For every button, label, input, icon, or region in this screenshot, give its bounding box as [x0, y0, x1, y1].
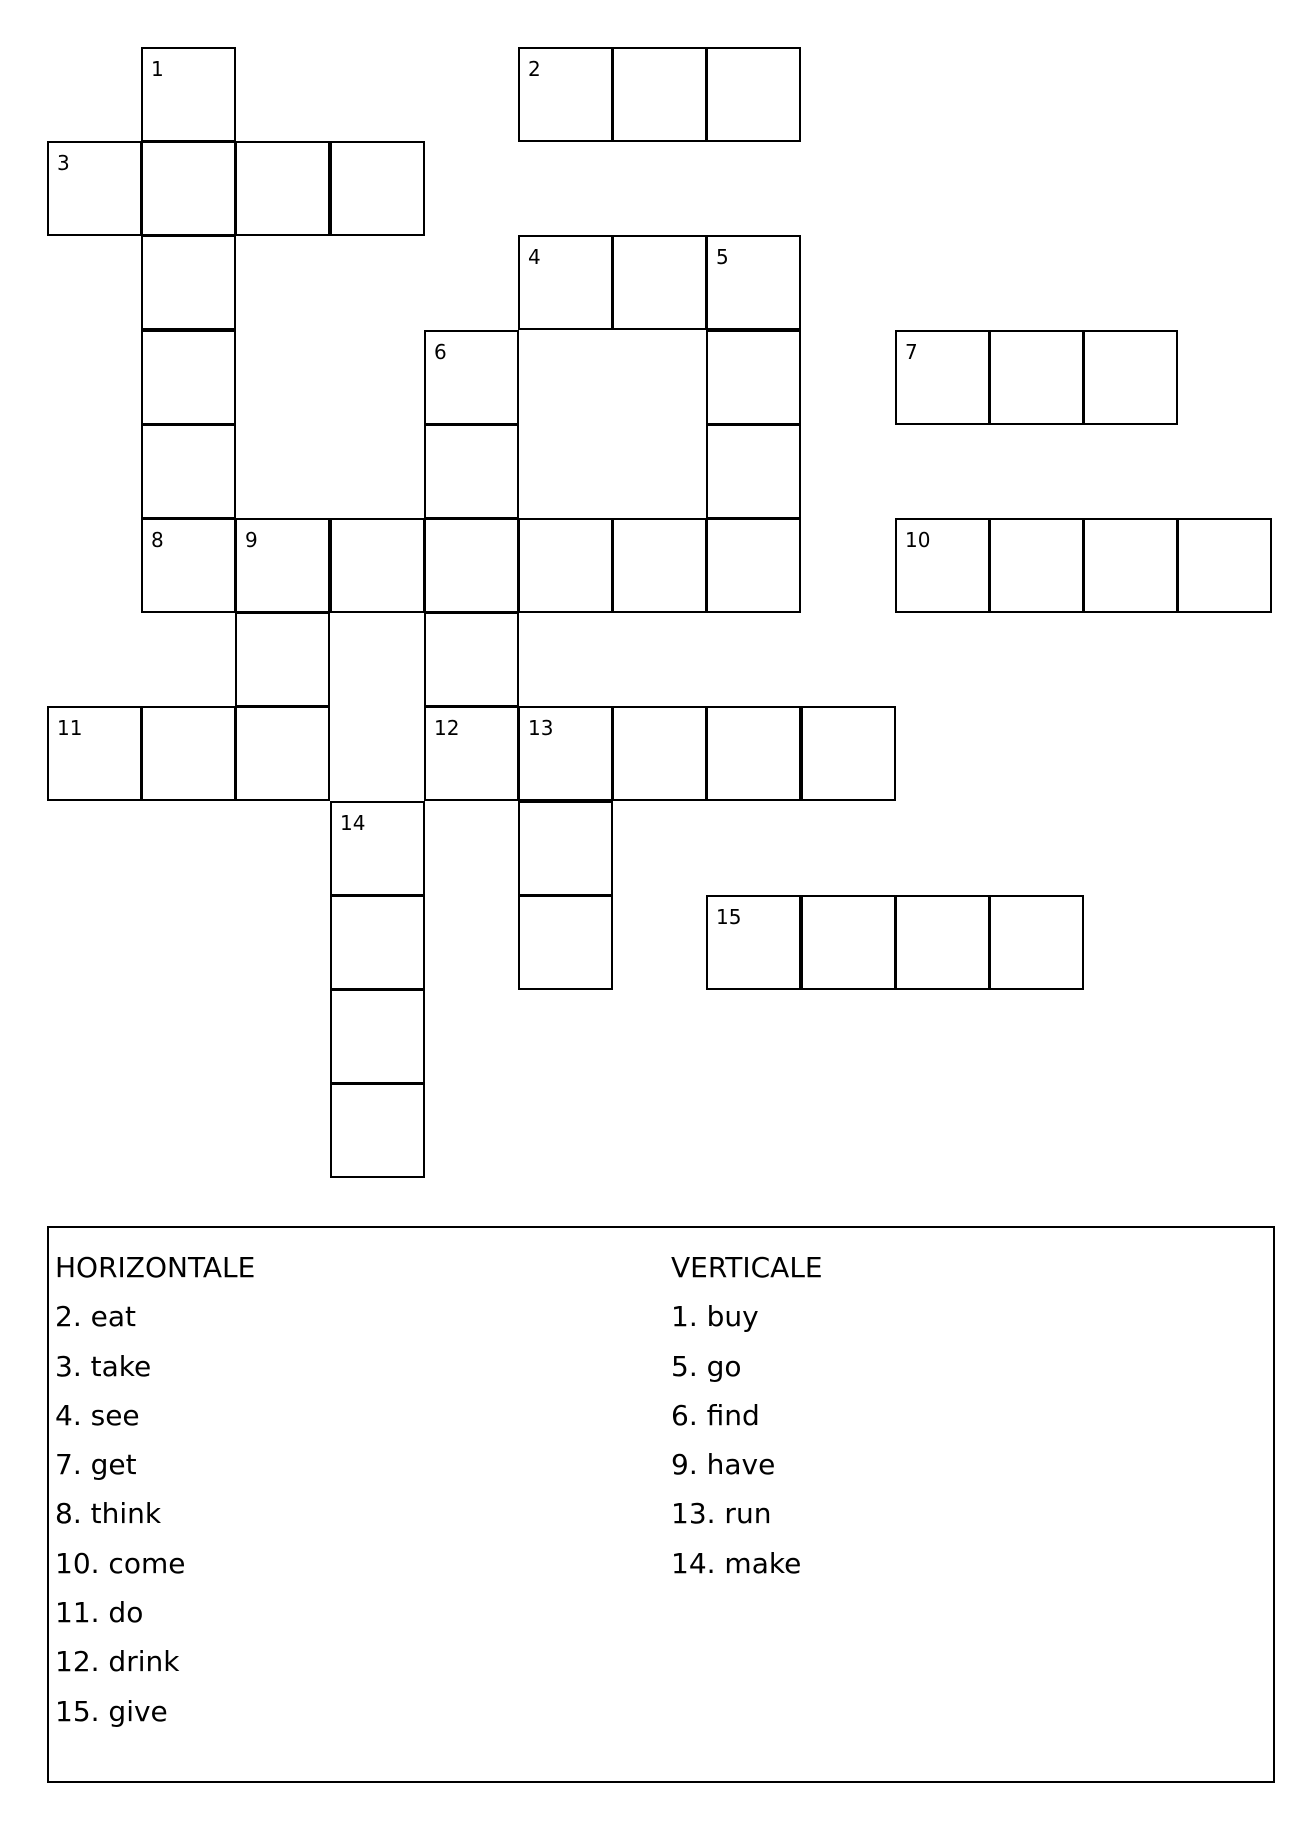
- vertical-clue: 6. find: [671, 1398, 760, 1432]
- grid-cell[interactable]: [47, 706, 142, 801]
- grid-cell[interactable]: [612, 235, 707, 330]
- grid-cell[interactable]: [235, 612, 330, 707]
- clue-number: 15: [716, 905, 742, 929]
- grid-cell[interactable]: [989, 330, 1084, 425]
- grid-cell[interactable]: [706, 330, 801, 425]
- clue-number: 8: [151, 528, 164, 552]
- grid-cell[interactable]: [612, 706, 707, 801]
- horizontal-clue: 7. get: [55, 1448, 137, 1482]
- grid-cell[interactable]: [706, 706, 801, 801]
- grid-cell[interactable]: [330, 989, 425, 1084]
- grid-cell[interactable]: [706, 235, 801, 330]
- grid-cell[interactable]: [518, 235, 613, 330]
- vertical-clue: 5. go: [671, 1349, 742, 1383]
- horizontal-clue: 11. do: [55, 1596, 144, 1630]
- clue-number: 9: [245, 528, 258, 552]
- grid-cell[interactable]: [330, 895, 425, 990]
- horizontal-clue: 15. give: [55, 1694, 168, 1728]
- grid-cell[interactable]: [424, 706, 519, 801]
- clue-number: 10: [905, 528, 931, 552]
- grid-cell[interactable]: [235, 706, 330, 801]
- clue-number: 7: [905, 340, 918, 364]
- horizontal-clue: 8. think: [55, 1497, 162, 1531]
- grid-cell[interactable]: [141, 235, 236, 330]
- grid-cell[interactable]: [141, 706, 236, 801]
- grid-cell[interactable]: [424, 612, 519, 707]
- grid-cell[interactable]: [330, 801, 425, 896]
- grid-cell[interactable]: [141, 141, 236, 236]
- clue-number: 14: [340, 811, 366, 835]
- clue-number: 12: [434, 716, 460, 740]
- grid-cell[interactable]: [989, 895, 1084, 990]
- grid-cell[interactable]: [706, 47, 801, 142]
- horizontal-clue: 12. drink: [55, 1645, 180, 1679]
- horizontal-clue: 2. eat: [55, 1300, 136, 1334]
- grid-cell[interactable]: [895, 518, 990, 613]
- horizontal-clue: 10. come: [55, 1546, 186, 1580]
- clue-number: 5: [716, 245, 729, 269]
- grid-cell[interactable]: [141, 424, 236, 519]
- grid-cell[interactable]: [518, 518, 613, 613]
- grid-cell[interactable]: [518, 801, 613, 896]
- grid-cell[interactable]: [989, 518, 1084, 613]
- grid-cell[interactable]: [518, 895, 613, 990]
- grid-cell[interactable]: [706, 895, 801, 990]
- grid-cell[interactable]: [424, 330, 519, 425]
- grid-cell[interactable]: [1083, 330, 1178, 425]
- grid-cell[interactable]: [518, 47, 613, 142]
- vertical-heading: VERTICALE: [671, 1251, 823, 1284]
- grid-cell[interactable]: [235, 518, 330, 613]
- grid-cell[interactable]: [141, 330, 236, 425]
- grid-cell[interactable]: [424, 424, 519, 519]
- horizontal-clue: 3. take: [55, 1349, 152, 1383]
- grid-cell[interactable]: [801, 706, 896, 801]
- grid-cell[interactable]: [1083, 518, 1178, 613]
- vertical-clue: 13. run: [671, 1497, 772, 1531]
- grid-cell[interactable]: [424, 518, 519, 613]
- clue-number: 3: [57, 151, 70, 175]
- clue-number: 6: [434, 340, 447, 364]
- grid-cell[interactable]: [141, 518, 236, 613]
- grid-cell[interactable]: [612, 518, 707, 613]
- grid-cell[interactable]: [1177, 518, 1272, 613]
- grid-cell[interactable]: [330, 518, 425, 613]
- clue-number: 1: [151, 57, 164, 81]
- vertical-clues: [671, 1243, 1231, 1588]
- clue-number: 13: [528, 716, 554, 740]
- clue-number: 11: [57, 716, 83, 740]
- grid-cell[interactable]: [141, 47, 236, 142]
- horizontal-clues: [55, 1243, 615, 1736]
- clue-box: [47, 1226, 1275, 1783]
- grid-cell[interactable]: [330, 1083, 425, 1178]
- vertical-clue: 9. have: [671, 1448, 776, 1482]
- horizontal-heading: HORIZONTALE: [55, 1251, 256, 1284]
- grid-cell[interactable]: [895, 895, 990, 990]
- horizontal-clue: 4. see: [55, 1398, 140, 1432]
- vertical-clue: 14. make: [671, 1546, 802, 1580]
- vertical-clue: 1. buy: [671, 1300, 759, 1334]
- clue-number: 2: [528, 57, 541, 81]
- grid-cell[interactable]: [330, 141, 425, 236]
- grid-cell[interactable]: [518, 706, 613, 801]
- grid-cell[interactable]: [612, 47, 707, 142]
- grid-cell[interactable]: [895, 330, 990, 425]
- grid-cell[interactable]: [706, 518, 801, 613]
- clue-number: 4: [528, 245, 541, 269]
- grid-cell[interactable]: [235, 141, 330, 236]
- grid-cell[interactable]: [47, 141, 142, 236]
- grid-cell[interactable]: [706, 424, 801, 519]
- grid-cell[interactable]: [801, 895, 896, 990]
